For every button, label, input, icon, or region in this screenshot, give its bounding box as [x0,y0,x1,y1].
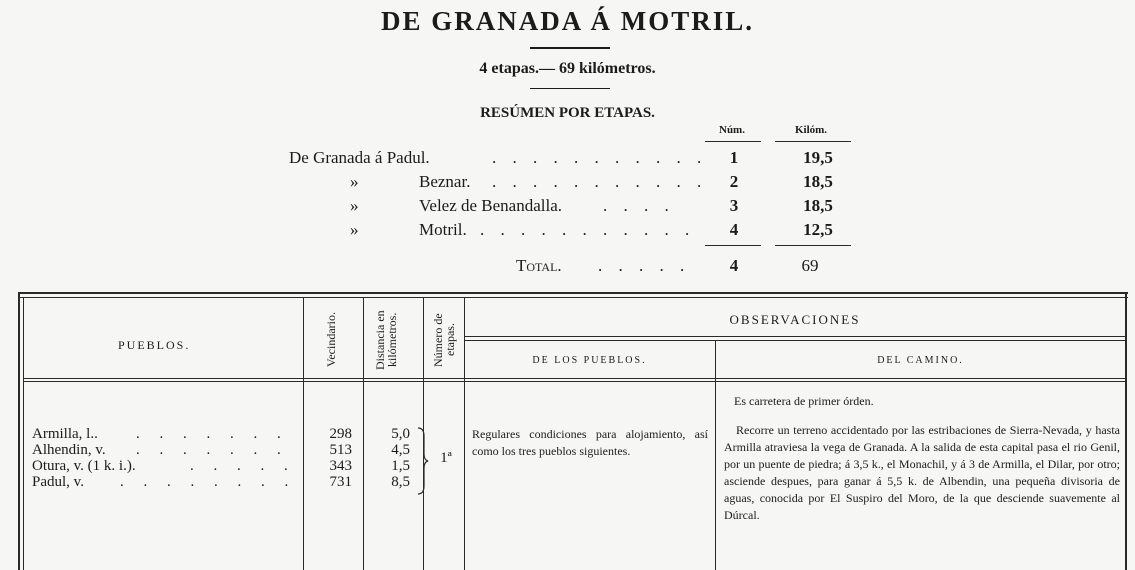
brace-icon [415,426,429,496]
subtitle-divider [530,88,610,89]
header-etapas: Número de etapas. [431,313,457,367]
summary-dest: Motril. [419,220,467,239]
obs-header-rule-inner [464,340,1126,341]
table-top-rule [18,292,1128,294]
summary-col-num: Núm. [719,124,745,136]
leader-dots: . . . . . . . [136,426,289,442]
summary-prefix: » [350,220,359,239]
header-observaciones: OBSERVACIONES [729,312,861,327]
header-bottom-rule [23,378,1126,379]
route-subtitle: 4 etapas.— 69 kilómetros. [479,60,656,77]
summary-prefix: De Granada á [289,148,383,167]
col-divider [363,297,364,570]
table-left-rule-inner [23,297,24,570]
town-name: Otura, v. (1 k. i.). [32,458,136,474]
vecindario-value: 731 [329,474,352,490]
summary-total-label: Total. [516,256,562,275]
vecindario-value: 343 [329,458,352,474]
header-bottom-rule-inner [23,381,1126,382]
obs-camino-text-1: Es carretera de primer órden. [734,394,874,408]
distancia-value: 1,5 [391,458,410,474]
summary-num: 2 [729,172,739,191]
leader-dots: . . . . . . . . . . . [492,148,708,167]
summary-total-num: 4 [729,256,739,275]
header-vecindario: Vecindario. [324,312,338,368]
page-title: DE GRANADA Á MOTRIL. [380,6,755,36]
col-divider [303,297,304,570]
leader-dots: . . . . . . . . . . . [480,220,696,239]
summary-num: 3 [729,196,739,215]
distancia-value: 5,0 [391,426,410,442]
summary-row [289,148,430,168]
summary-num: 1 [729,148,739,167]
town-name: Alhendin, v. [32,442,106,458]
table-top-rule-inner [18,297,1128,298]
table-left-rule [18,292,20,570]
summary-dest: Velez de Benandalla. [419,196,563,215]
obs-header-rule [464,336,1126,337]
itinerary-table [18,292,1128,570]
header-pueblos: PUEBLOS. [118,338,191,352]
vecindario-value: 513 [329,442,352,458]
summary-km: 18,5 [803,196,833,215]
header-distancia: Distancia en kilómetros. [373,310,399,370]
etapa-value: 1ª [440,450,452,466]
title-divider [530,47,610,49]
summary-km: 12,5 [803,220,833,239]
summary-prefix: » [350,172,359,191]
summary-header-rule-km [775,141,851,142]
col-divider [715,340,716,570]
summary-col-km: Kilóm. [794,124,828,136]
leader-dots: . . . . . . . . [120,474,297,490]
leader-dots: . . . . . . . [136,442,289,458]
summary-km: 19,5 [803,148,833,167]
leader-dots: . . . . . . . . . . . [492,172,708,191]
col-divider [464,297,465,570]
summary-total-rule-km [775,245,851,246]
town-name: Padul, v. [32,474,84,490]
header-del-camino: DEL CAMINO. [877,355,964,366]
summary-dest: Beznar. [419,172,471,191]
summary-title: RESÚMEN POR ETAPAS. [480,105,655,121]
summary-prefix: » [350,196,359,215]
summary-total-km: 69 [801,256,819,275]
summary-header-rule-num [705,141,761,142]
table-right-rule [1125,292,1127,570]
leader-dots: . . . . [603,196,675,215]
summary-km: 18,5 [803,172,833,191]
summary-dest: Padul. [386,148,430,167]
distancia-value: 4,5 [391,442,410,458]
vecindario-value: 298 [329,426,352,442]
leader-dots: . . . . . [190,458,296,474]
summary-total-rule-num [705,245,761,246]
distancia-value: 8,5 [391,474,410,490]
town-name: Armilla, l.. [32,426,98,442]
header-de-los-pueblos: DE LOS PUEBLOS. [532,355,647,366]
leader-dots: . . . . . [598,256,691,275]
summary-num: 4 [729,220,739,239]
obs-camino-text-2: Recorre un terreno accidentado por las estribaciones de Sierra-Nevada, y hasta Armilla atraviesa la vega de Granada. A la salida de esta capital pasa el rio Genil, por un puente de piedra; á 3,5 k., el Monachil, y á 3 de Armilla, el Dilar, por otro; asciende despues, para ganar á 5,5 k. de Albendin, una pequeña divisoria de aguas, conocida por El Suspiro del Moro, de la que desciende suavemente al Dúrcal. [724,423,1120,522]
obs-pueblos-text: Regulares condiciones para alojamiento, así como los tres pueblos siguientes. [472,427,708,458]
